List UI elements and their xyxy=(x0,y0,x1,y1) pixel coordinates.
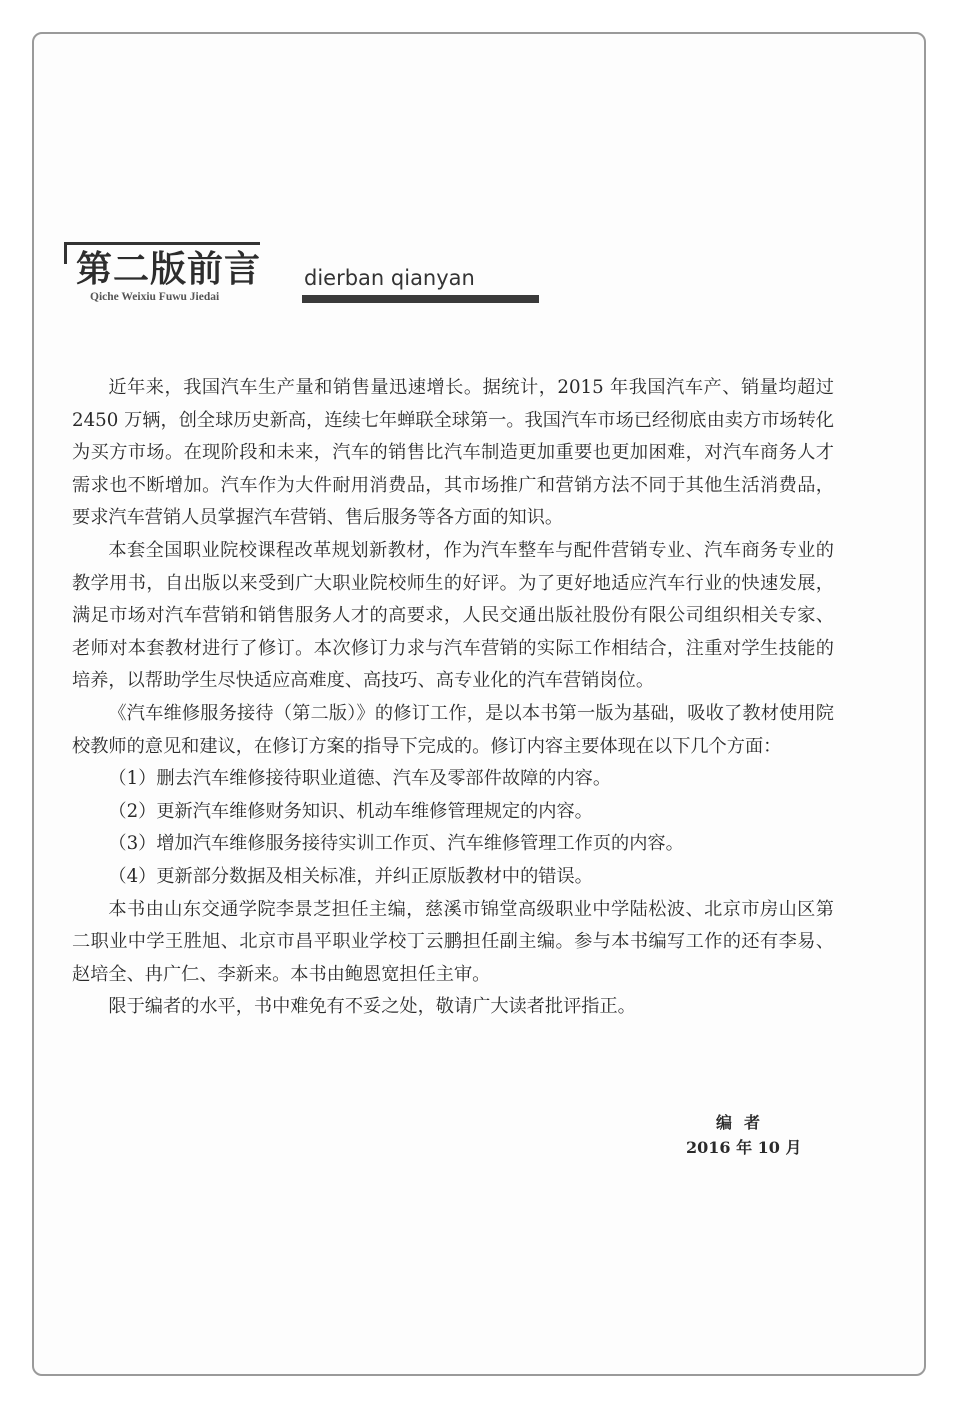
paragraph: 《汽车维修服务接待（第二版）》的修订工作，是以本书第一版为基础，吸收了教材使用院校教师的意见和建议，在修订方案的指导下完成的。修订内容主要体现在以下几个方面： xyxy=(72,702,834,757)
signature-date: 2016 年 10 月 xyxy=(686,1138,802,1157)
paragraph: 近年来，我国汽车生产量和销售量迅速增长。据统计，2015 年我国汽车产、销量均超过 2450 万辆，创全球历史新高，连续七年蝉联全球第一。我国汽车市场已经彻底由卖方市场转化为买方市场。在现阶段和未来，汽车的销售比汽车制造更加重要也更加困难，对汽车商务人才需求也不断增加。汽车作为大件耐用消费品，其市场推广和营销方法不同于其他生活消费品，要求汽车营销人员掌握汽车营销、售后服务等各方面的知识。 xyxy=(72,377,834,529)
page-title: 第二版前言 xyxy=(76,249,262,290)
header-rule-horizontal xyxy=(64,242,260,245)
preface-body xyxy=(72,372,834,1024)
paragraph: 本书由山东交通学院李景芝担任主编，慈溪市锦堂高级职业中学陆松波、北京市房山区第二职业中学王胜旭、北京市昌平职业学校丁云鹏担任副主编。参与本书编写工作的还有李易、赵培全、冉广仁、李新来。本书由鲍恩宽担任主审。 xyxy=(72,898,834,985)
header-rule-vertical xyxy=(64,242,67,264)
book-subtitle: Qiche Weixiu Fuwu Jiedai xyxy=(90,291,220,303)
list-item: （4）更新部分数据及相关标准，并纠正原版教材中的错误。 xyxy=(108,865,593,887)
header-bar xyxy=(302,295,539,303)
list-item: （2）更新汽车维修财务知识、机动车维修管理规定的内容。 xyxy=(108,800,593,822)
paragraph: 本套全国职业院校课程改革规划新教材，作为汽车整车与配件营销专业、汽车商务专业的教学用书，自出版以来受到广大职业院校师生的好评。为了更好地适应汽车行业的快速发展，满足市场对汽车营销和销售服务人才的高要求，人民交通出版社股份有限公司组织相关专家、老师对本套教材进行了修订。本次修订力求与汽车营销的实际工作相结合，注重对学生技能的培养，以帮助学生尽快适应高难度、高技巧、高专业化的汽车营销岗位。 xyxy=(72,539,834,692)
paragraph: 限于编者的水平，书中难免有不妥之处，敬请广大读者批评指正。 xyxy=(108,996,636,1018)
list-item: （1）删去汽车维修接待职业道德、汽车及零部件故障的内容。 xyxy=(108,768,612,790)
title-pinyin: dierban qianyan xyxy=(304,266,475,290)
list-item: （3）增加汽车维修服务接待实训工作页、汽车维修管理工作页的内容。 xyxy=(108,833,684,855)
author-signature: 编者 xyxy=(716,1113,773,1132)
